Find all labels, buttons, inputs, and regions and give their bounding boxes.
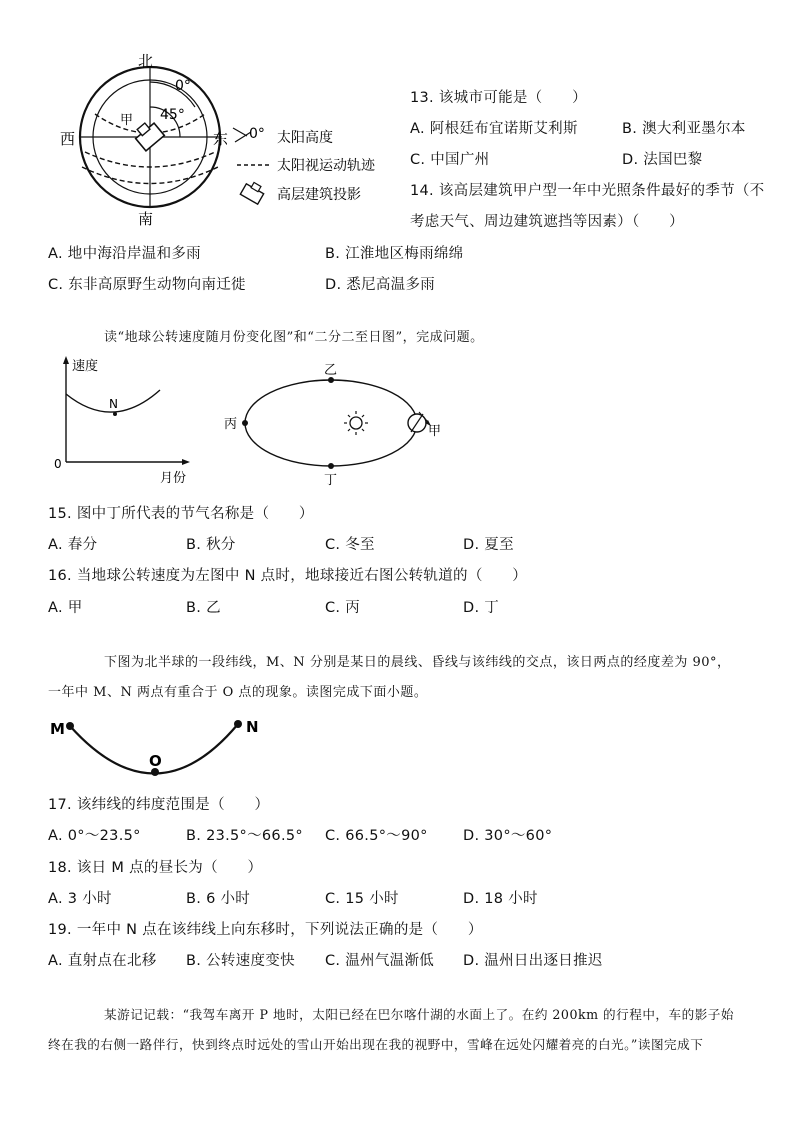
q15-option-c[interactable]: C. 冬至	[325, 537, 375, 553]
q17-option-d[interactable]: D. 30°～60°	[463, 828, 553, 844]
label-west: 西	[60, 130, 76, 148]
q13-option-a[interactable]: A. 阿根廷布宜诺斯艾利斯	[410, 121, 578, 137]
label-n-arc: N	[246, 718, 259, 736]
point-ding	[328, 463, 334, 469]
label-ding: 丁	[324, 473, 338, 488]
q16-option-c[interactable]: C. 丙	[325, 600, 361, 616]
label-n: N	[109, 397, 118, 411]
label-speed: 速度	[72, 359, 99, 374]
q18-option-b[interactable]: B. 6 小时	[186, 891, 251, 907]
intro-section3-line1: 下图为北半球的一段纬线，M、N 分别是某日的晨线、昏线与该纬线的交点，该日两点的经度差为 90°，	[104, 655, 731, 670]
label-bing: 丙	[224, 417, 238, 432]
label-south: 南	[138, 210, 154, 228]
label-zero: 0	[54, 457, 62, 471]
point-m	[66, 722, 74, 730]
q14-option-b[interactable]: B. 江淮地区梅雨绵绵	[325, 246, 464, 262]
latitude-arc-diagram	[46, 712, 276, 782]
intro-section4-line1: 某游记记载：“我驾车离开 P 地时，太阳已经在巴尔喀什湖的水面上了。在约 200km 的行程中，车的影子始	[104, 1007, 734, 1022]
orbit-ellipse	[245, 380, 417, 466]
q17-option-c[interactable]: C. 66.5°～90°	[325, 828, 428, 844]
legend-shadow-icon	[240, 179, 266, 204]
speed-month-graph	[48, 352, 198, 484]
legend-altitude: 太阳高度	[277, 130, 333, 146]
label-yi: 乙	[324, 363, 338, 378]
q19-option-a[interactable]: A. 直射点在北移	[48, 953, 157, 969]
q15-stem: 15. 图中丁所代表的节气名称是（ ）	[48, 506, 314, 522]
q13-option-d[interactable]: D. 法国巴黎	[622, 152, 703, 168]
point-n	[234, 720, 242, 728]
q14-stem-line1: 14. 该高层建筑甲户型一年中光照条件最好的季节（不	[410, 183, 765, 199]
intro-section2: 读“地球公转速度随月份变化图”和“二分二至日图”，完成问题。	[104, 330, 484, 345]
q19-option-b[interactable]: B. 公转速度变快	[186, 953, 295, 969]
q18-option-a[interactable]: A. 3 小时	[48, 891, 112, 907]
q15-option-b[interactable]: B. 秋分	[186, 537, 236, 553]
q14-option-d[interactable]: D. 悉尼高温多雨	[325, 277, 436, 293]
q19-stem: 19. 一年中 N 点在该纬线上向东移时，下列说法正确的是（ ）	[48, 922, 483, 938]
intro-section4-line2: 终在我的右侧一路伴行，快到终点时远处的雪山开始出现在我的视野中，雪峰在远处闪耀着亮的白光。”读图完成下	[48, 1037, 704, 1052]
intro-section3-line2: 一年中 M、N 两点有重合于 O 点的现象。读图完成下面小题。	[48, 685, 428, 700]
sun-icon	[344, 411, 368, 435]
q18-option-d[interactable]: D. 18 小时	[463, 891, 538, 907]
q16-stem: 16. 当地球公转速度为左图中 N 点时，地球接近右图公转轨道的（ ）	[48, 568, 528, 584]
legend-zero: 0°	[249, 126, 265, 142]
sun-path-diagram	[55, 52, 395, 230]
q16-option-a[interactable]: A. 甲	[48, 600, 83, 616]
legend-track: 太阳视运动轨迹	[277, 158, 375, 174]
q16-option-d[interactable]: D. 丁	[463, 600, 500, 616]
q19-option-c[interactable]: C. 温州气温渐低	[325, 953, 435, 969]
building-shadow-icon	[132, 119, 165, 151]
q18-stem: 18. 该日 M 点的昼长为（ ）	[48, 860, 263, 876]
q13-option-b[interactable]: B. 澳大利亚墨尔本	[622, 121, 746, 137]
q18-option-c[interactable]: C. 15 小时	[325, 891, 399, 907]
orbit-diagram	[222, 360, 452, 490]
q14-option-c[interactable]: C. 东非高原野生动物向南迁徙	[48, 277, 246, 293]
label-angle45: 45°	[160, 107, 185, 123]
q14-stem-line2: 考虑天气、周边建筑遮挡等因素）（ ）	[410, 214, 684, 230]
x-axis-arrow	[182, 459, 190, 465]
q16-option-b[interactable]: B. 乙	[186, 600, 221, 616]
label-m: M	[50, 720, 65, 738]
q17-option-b[interactable]: B. 23.5°～66.5°	[186, 828, 303, 844]
q15-option-d[interactable]: D. 夏至	[463, 537, 514, 553]
q15-option-a[interactable]: A. 春分	[48, 537, 98, 553]
label-east: 东	[213, 130, 229, 148]
q13-option-c[interactable]: C. 中国广州	[410, 152, 490, 168]
legend-shadow: 高层建筑投影	[277, 187, 361, 203]
label-jia: 甲	[120, 113, 134, 128]
label-zero-top: 0°	[175, 78, 191, 94]
label-o: O	[149, 752, 162, 770]
q17-stem: 17. 该纬线的纬度范围是（ ）	[48, 797, 270, 813]
point-n	[113, 412, 117, 416]
label-jia-orbit: 甲	[428, 424, 442, 439]
point-bing	[242, 420, 248, 426]
q13-stem: 13. 该城市可能是（ ）	[410, 90, 587, 106]
y-axis-arrow	[63, 356, 69, 364]
label-north: 北	[138, 52, 154, 70]
q17-option-a[interactable]: A. 0°～23.5°	[48, 828, 141, 844]
q19-option-d[interactable]: D. 温州日出逐日推迟	[463, 953, 603, 969]
label-month: 月份	[160, 471, 187, 484]
q14-option-a[interactable]: A. 地中海沿岸温和多雨	[48, 246, 201, 262]
